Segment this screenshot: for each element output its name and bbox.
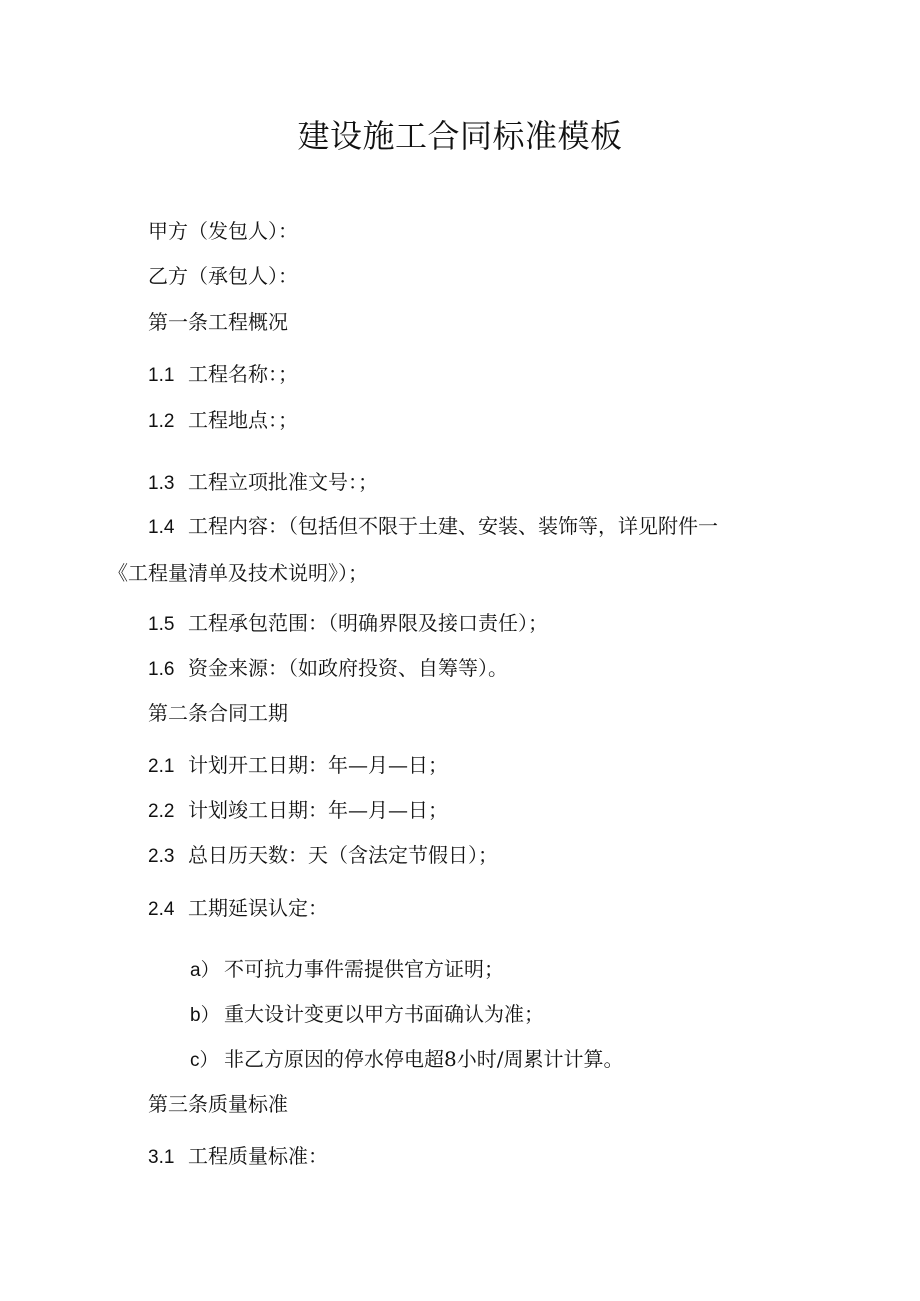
clause-number: 2.4	[148, 899, 175, 920]
clause-2-4	[148, 893, 328, 925]
clause-text: 总日历天数：天（含法定节假日）；	[188, 843, 498, 867]
subclause-marker: c）	[190, 1050, 219, 1071]
clause-number: 1.5	[148, 614, 175, 635]
clause-1-1	[148, 359, 298, 391]
subclause-a	[190, 954, 504, 986]
section-heading: 第三条质量标准	[148, 1092, 288, 1116]
clause-text: 工程内容：（包括但不限于土建、安装、装饰等，详见附件一	[188, 514, 718, 538]
clause-text: 工程承包范围：（明确界限及接口责任）；	[188, 611, 548, 635]
clause-1-2	[148, 405, 298, 437]
clause-1-3	[148, 467, 378, 499]
clause-text: 计划竣工日期：年—月—日；	[188, 798, 448, 822]
clause-number: 1.3	[148, 473, 175, 494]
clause-text: 工程质量标准：	[188, 1144, 328, 1168]
clause-1-4	[148, 511, 718, 543]
clause-text: 工程立项批准文号：；	[188, 470, 378, 494]
section-heading: 第一条工程概况	[148, 310, 288, 334]
party-a-label: 甲方（发包人）：	[148, 219, 298, 243]
clause-number: 1.1	[148, 365, 175, 386]
clause-text: 计划开工日期：年—月—日；	[188, 753, 448, 777]
clause-number: 2.2	[148, 801, 175, 822]
clause-number: 3.1	[148, 1147, 175, 1168]
section-heading: 第二条合同工期	[148, 701, 288, 725]
clause-2-3	[148, 840, 498, 872]
clause-number: 1.2	[148, 411, 175, 432]
clause-1-5	[148, 608, 548, 640]
subclause-text: 不可抗力事件需提供官方证明；	[224, 957, 504, 981]
subclause-marker: b）	[190, 1005, 220, 1026]
subclause-c	[190, 1044, 623, 1076]
clause-2-2	[148, 795, 448, 827]
subclause-text: 重大设计变更以甲方书面确认为准；	[224, 1002, 544, 1026]
party-b-label: 乙方（承包人）：	[148, 264, 298, 288]
document-title: 建设施工合同标准模板	[297, 117, 623, 155]
clause-3-1	[148, 1141, 328, 1173]
clause-number: 2.1	[148, 756, 175, 777]
clause-1-6	[148, 653, 508, 685]
subclause-b	[190, 999, 544, 1031]
subclause-marker: a）	[190, 960, 220, 981]
clause-text: 工程名称：；	[188, 362, 298, 386]
clause-number: 1.6	[148, 659, 175, 680]
clause-number: 2.3	[148, 846, 175, 867]
clause-number: 1.4	[148, 517, 175, 538]
clause-text: 资金来源：（如政府投资、自筹等）。	[188, 656, 508, 680]
clause-1-4-continuation: 《工程量清单及技术说明》）；	[108, 561, 368, 585]
clause-text: 工程地点：；	[188, 408, 298, 432]
subclause-text: 非乙方原因的停水停电超8小时/周累计计算。	[224, 1047, 624, 1071]
clause-text: 工期延误认定：	[188, 896, 328, 920]
clause-2-1	[148, 750, 448, 782]
